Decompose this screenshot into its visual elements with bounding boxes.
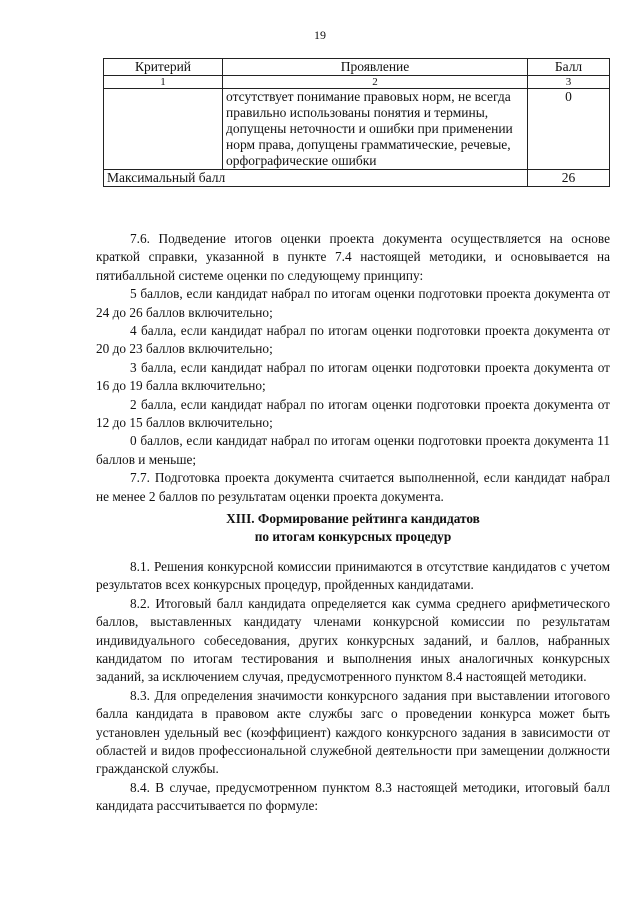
table-row: [104, 89, 610, 170]
paragraph-score-4: 4 балла, если кандидат набрал по итогам оценки подготовки проекта документа от 20 до 23 баллов включительно;: [96, 323, 610, 357]
paragraph-8-3: 8.3. Для определения значимости конкурсного задания при выставлении итогового балла кандидата в правовом акте службы загс о проведении конкурса может быть установлен удельный вес (коэффициент) каждого конкурсного задания в зависимости от областей и видов профессиональной служебной деятельности при замещении должности гражданской службы.: [96, 687, 610, 777]
criteria-table: [103, 58, 610, 187]
header-criterion: Критерий: [104, 59, 223, 76]
paragraph-score-0: 0 баллов, если кандидат набрал по итогам оценки подготовки проекта документа 11 баллов и меньше;: [96, 433, 610, 467]
heading-line-2: по итогам конкурсных процедур: [254, 529, 452, 545]
paragraph-7-6: 7.6. Подведение итогов оценки проекта документа осуществляется на основе краткой справки, указанной в пункте 7.4 настоящей методики, и основывается на пятибалльной системе оценки по следующему принципу:: [96, 231, 610, 283]
table-header-row: [104, 59, 610, 76]
section-7-text: [96, 230, 610, 506]
column-number-2: 2: [223, 76, 528, 89]
paragraph-score-3: 3 балла, если кандидат набрал по итогам оценки подготовки проекта документа от 16 до 19 балла включительно;: [96, 359, 610, 394]
paragraph-8-1: 8.1. Решения конкурсной комиссии принимаются в отсутствие кандидатов с учетом результатов всех конкурсных процедур, пройденных кандидатами.: [96, 559, 610, 593]
column-number-3: 3: [528, 76, 610, 89]
paragraph-7-7: 7.7. Подготовка проекта документа считается выполненной, если кандидат набрал не менее 2 баллов по результатам оценки проекта документа.: [96, 470, 610, 504]
row-criterion: [104, 89, 223, 170]
paragraph-8-2: 8.2. Итоговый балл кандидата определяется как сумма среднего арифметического баллов, выставленных кандидату членами конкурсной комиссии по результатам индивидуального собеседования, других конкурсных заданий, и баллов, набранных кандидатом по итогам тестирования и выполнения иных аналогичных конкурсных заданий, за исключением случая, предусмотренного пунктом 8.4 настоящей методики.: [96, 595, 610, 685]
total-label: Максимальный балл: [104, 170, 528, 187]
table-total-row: [104, 170, 610, 187]
table-column-numbers-row: [104, 76, 610, 89]
paragraph-8-4: 8.4. В случае, предусмотренном пунктом 8.3 настоящей методики, итоговый балл кандидата рассчитывается по формуле:: [96, 779, 610, 814]
page-number: 19: [314, 28, 326, 42]
section-13-text: [96, 558, 610, 816]
header-manifestation: Проявление: [223, 59, 528, 76]
row-manifestation: отсутствует понимание правовых норм, не всегда правильно использованы понятия и термины, допущены неточности и ошибки при применении норм права, допущены грамматические, речевые, орфографические ошибки: [223, 89, 528, 170]
heading-line-1: XIII. Формирование рейтинга кандидатов: [226, 511, 480, 526]
total-value: 26: [528, 170, 610, 187]
header-score: Балл: [528, 59, 610, 76]
column-number-1: 1: [104, 76, 223, 89]
paragraph-score-2: 2 балла, если кандидат набрал по итогам оценки подготовки проекта документа от 12 до 15 баллов включительно;: [96, 396, 610, 431]
row-score: 0: [528, 89, 610, 170]
section-13-heading: [96, 510, 610, 547]
paragraph-score-5: 5 баллов, если кандидат набрал по итогам оценки подготовки проекта документа от 24 до 26 баллов включительно;: [96, 286, 610, 320]
